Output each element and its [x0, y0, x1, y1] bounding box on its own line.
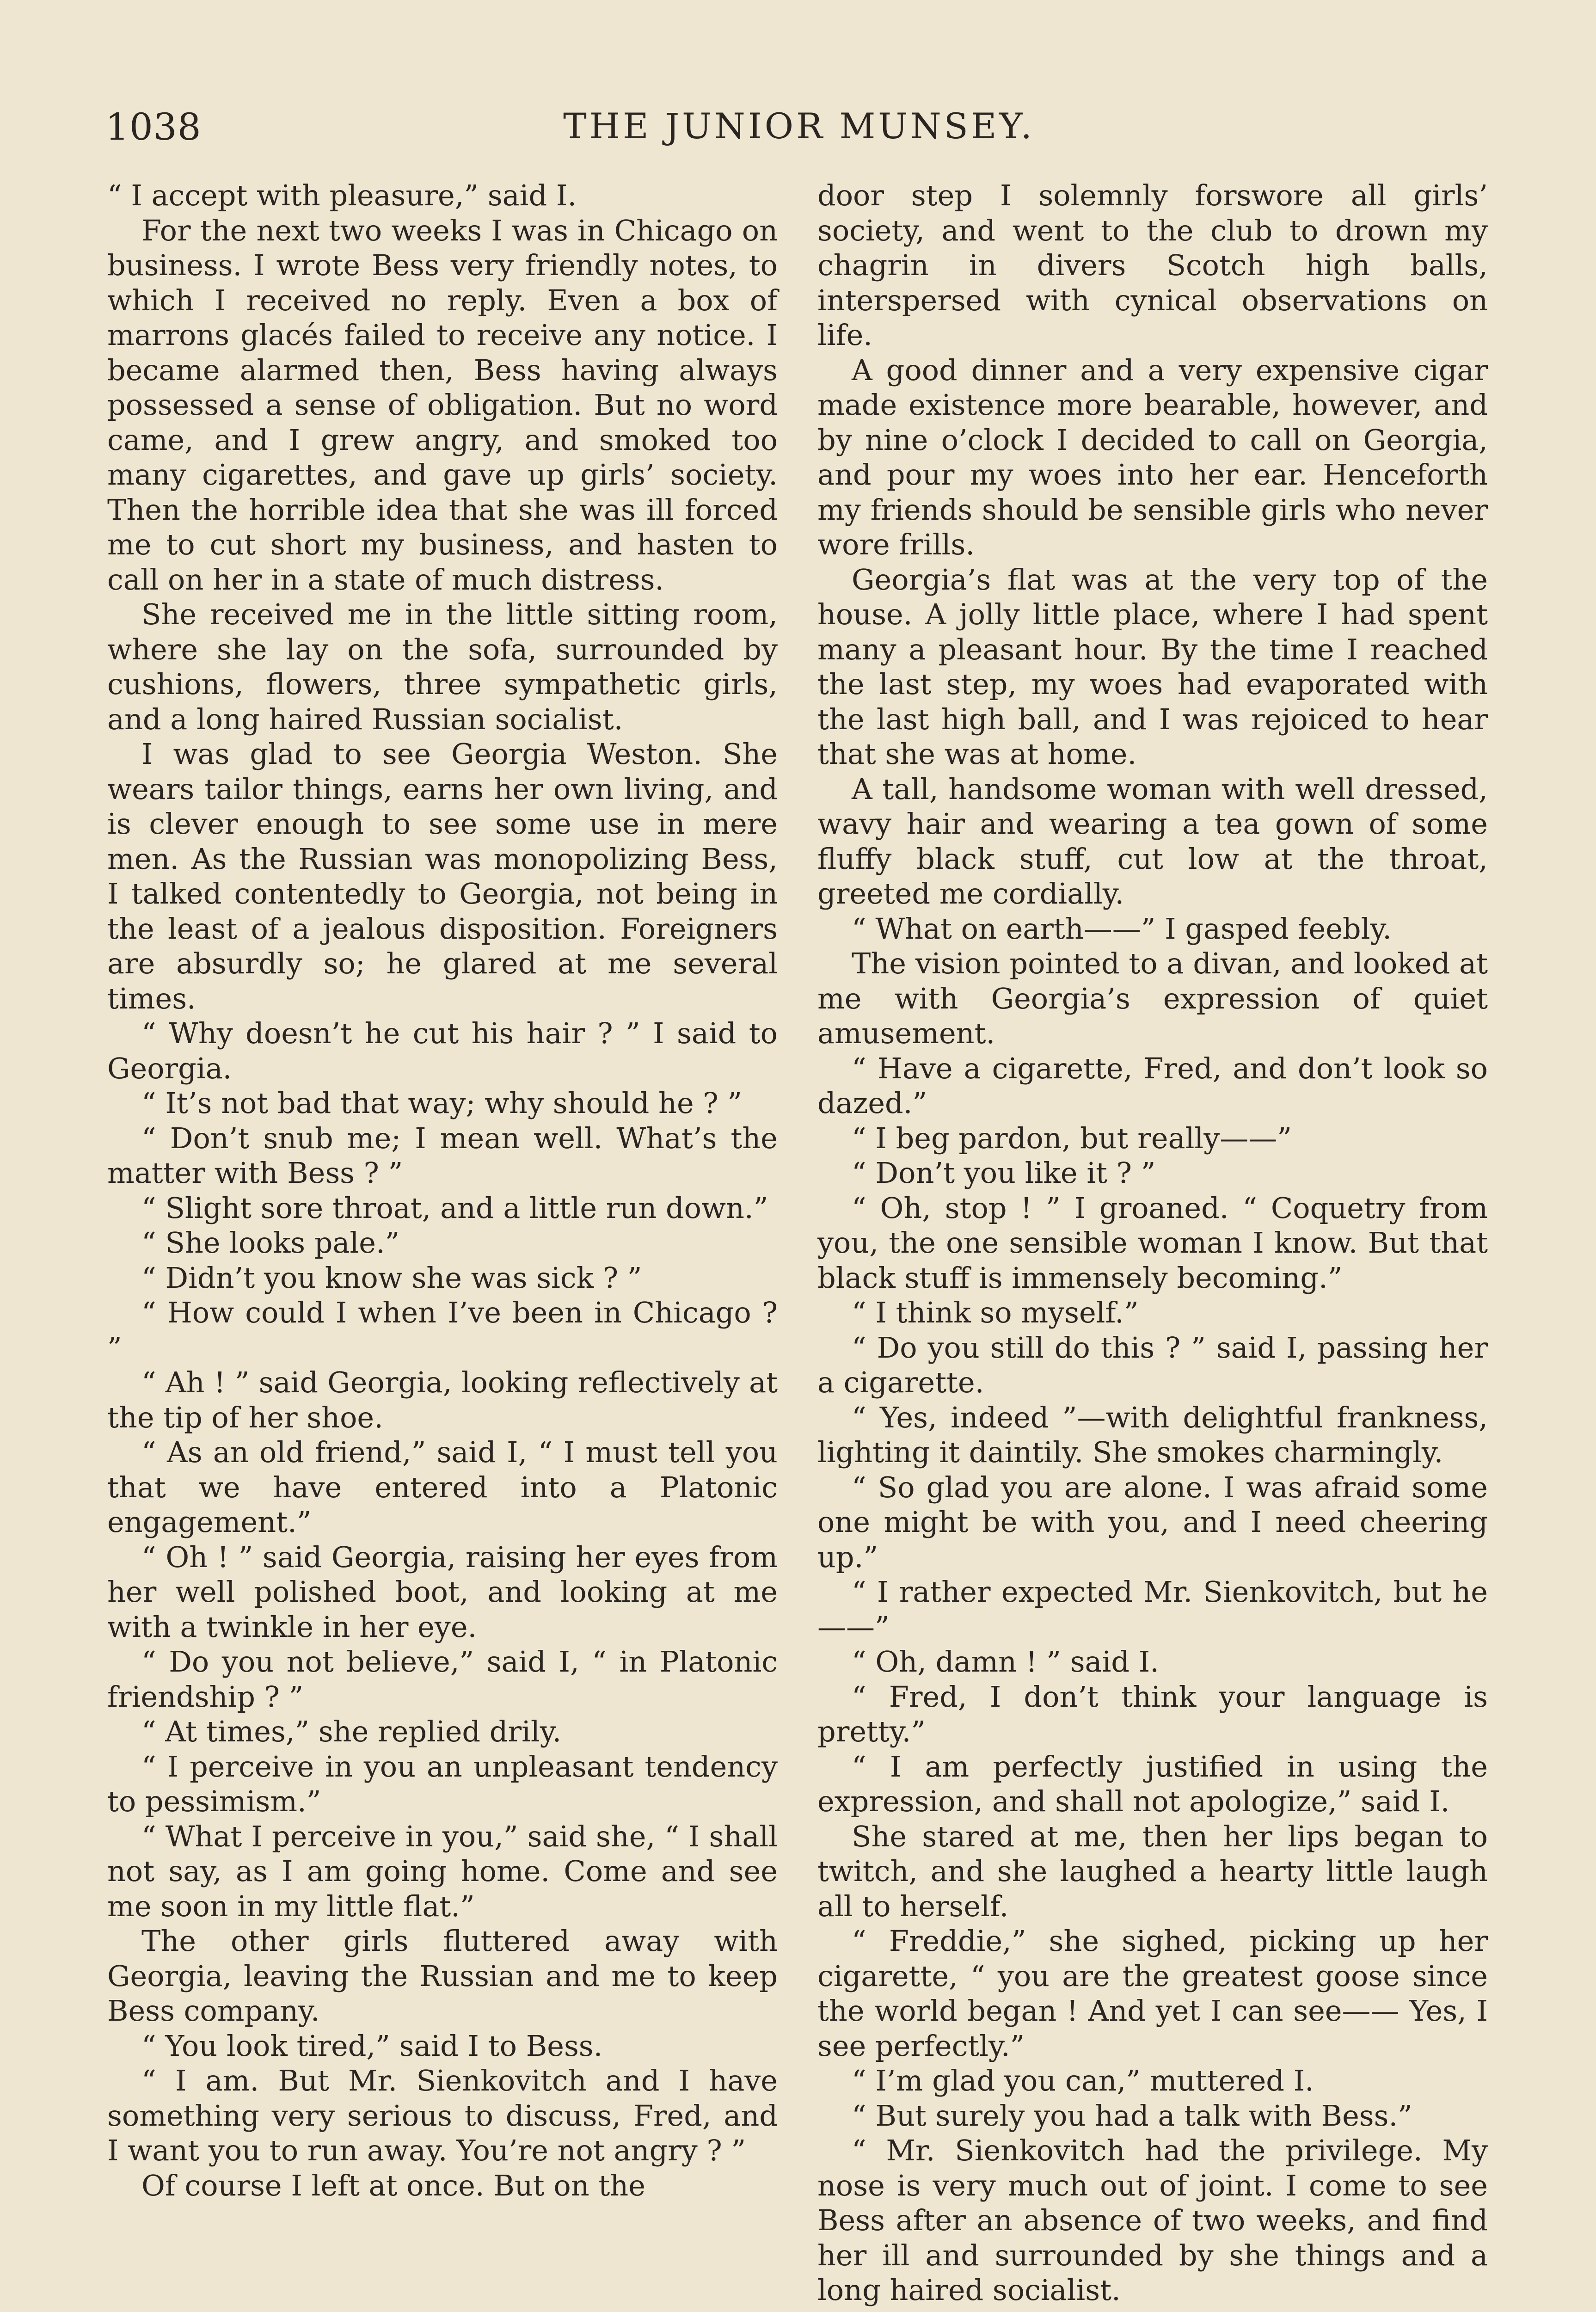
- paragraph: “ At times,” she replied drily.: [141, 1715, 562, 1748]
- paragraph: I was glad to see Georgia Weston. She wears tailor things, earns her own living, and is clever enough to see some use in mere men. As the Russian was monopolizing Bess, I talked contentedly to Georgia, not being in the least of a jealous disposition. Foreigners are absurdly so; he glared at me several times.: [107, 737, 778, 1015]
- paragraph: “ I rather expected Mr. Sienkovitch, but he——”: [817, 1575, 1488, 1644]
- paragraph: “ Do you not believe,” said I, “ in Platonic friendship ? ”: [107, 1645, 778, 1714]
- paragraph: For the next two weeks I was in Chicago on business. I wrote Bess very friendly notes, to which I received no reply. Even a box of marrons glacés failed to receive any notice. I became alarmed then, Bess having always possessed a sense of obligation. But no word came, and I grew angry, and smoked too many cigarettes, and gave up girls’ society. Then the horrible idea that she was ill forced me to cut short my business, and hasten to call on her in a state of much distress.: [107, 213, 778, 596]
- paragraph: “ I am perfectly justified in using the expression, and shall not apologize,” said I.: [817, 1749, 1488, 1818]
- page-number: 1038: [105, 105, 202, 148]
- paragraph: “ Fred, I don’t think your language is pretty.”: [817, 1679, 1488, 1748]
- paragraph: “ Why doesn’t he cut his hair ? ” I said to Georgia.: [107, 1016, 778, 1085]
- paragraph: She received me in the little sitting room, where she lay on the sofa, surrounded by cushions, flowers, three sympathetic girls, and a long haired Russian socialist.: [107, 597, 778, 736]
- paragraph: Georgia’s flat was at the very top of the house. A jolly little place, where I had spent many a pleasant hour. By the time I reached the last step, my woes had evaporated with the last high ball, and I was rejoiced to hear that she was at home.: [817, 562, 1488, 771]
- paragraph: “ Didn’t you know she was sick ? ”: [141, 1261, 642, 1295]
- paragraph: “ Oh, stop ! ” I groaned. “ Coquetry from you, the one sensible woman I know. But that black stuff is immensely becoming.”: [817, 1191, 1488, 1295]
- paragraph: “ I’m glad you can,” muttered I.: [852, 2064, 1314, 2097]
- page-header: [105, 105, 1492, 156]
- paragraph: “ I think so myself.”: [852, 1296, 1139, 1329]
- paragraph: “ Freddie,” she sighed, picking up her cigarette, “ you are the greatest goose since the world began ! And yet I can see—— Yes, I see perfectly.”: [817, 1924, 1488, 2063]
- paragraph: “ Mr. Sienkovitch had the privilege. My nose is very much out of joint. I come to see Bess after an absence of two weeks, and find her ill and surrounded by she things and a long haired socialist.: [817, 2134, 1488, 2307]
- paragraph: “ As an old friend,” said I, “ I must tell you that we have entered into a Platonic engagement.”: [107, 1435, 778, 1539]
- paragraph: “ How could I when I’ve been in Chicago ? ”: [107, 1296, 778, 1365]
- paragraph: “ What I perceive in you,” said she, “ I shall not say, as I am going home. Come and see me soon in my little flat.”: [107, 1819, 778, 1923]
- paragraph: “ Oh ! ” said Georgia, raising her eyes from her well polished boot, and looking at me with a twinkle in her eye.: [107, 1540, 778, 1644]
- paragraph: “ I beg pardon, but really——”: [852, 1121, 1292, 1155]
- paragraph: “ Ah ! ” said Georgia, looking reflectively at the tip of her shoe.: [107, 1365, 778, 1434]
- paragraph: The vision pointed to a divan, and looked at me with Georgia’s expression of quiet amusement.: [817, 947, 1488, 1050]
- paragraph: “ Have a cigarette, Fred, and don’t look so dazed.”: [817, 1051, 1488, 1120]
- paragraph: “ Slight sore throat, and a little run down.”: [141, 1191, 768, 1225]
- paragraph: A good dinner and a very expensive cigar made existence more bearable, however, and by nine o’clock I decided to call on Georgia, and pour my woes into her ear. Henceforth my friends should be sensible girls who never wore frills.: [817, 353, 1488, 561]
- paragraph: Of course I left at once. But on the: [141, 2168, 645, 2202]
- paragraph: door step I solemnly forswore all girls’ society, and went to the club to drown my chagrin in divers Scotch high balls, interspersed with cynical observations on life.: [817, 178, 1488, 352]
- paragraph: “ I am. But Mr. Sienkovitch and I have something very serious to discuss, Fred, and I want you to run away. You’re not angry ? ”: [107, 2064, 778, 2167]
- paragraph: “ But surely you had a talk with Bess.”: [852, 2098, 1412, 2133]
- paragraph: “ Don’t you like it ? ”: [852, 1156, 1156, 1190]
- paragraph: “ Yes, indeed ”—with delightful frankness, lighting it daintily. She smokes charmingly.: [817, 1400, 1488, 1469]
- paragraph: “ Do you still do this ? ” said I, passing her a cigarette.: [817, 1330, 1488, 1399]
- paragraph: The other girls fluttered away with Georgia, leaving the Russian and me to keep Bess company.: [107, 1924, 778, 2028]
- paragraph: She stared at me, then her lips began to twitch, and she laughed a hearty little laugh all to herself.: [817, 1819, 1488, 1923]
- text-column-left: [107, 178, 778, 2203]
- paragraph: “ You look tired,” said I to Bess.: [141, 2029, 603, 2063]
- paragraph: “ Don’t snub me; I mean well. What’s the matter with Bess ? ”: [107, 1121, 778, 1190]
- paragraph: “ So glad you are alone. I was afraid some one might be with you, and I need cheering up.”: [817, 1470, 1488, 1574]
- paragraph: A tall, handsome woman with well dressed, wavy hair and wearing a tea gown of some fluffy black stuff, cut low at the throat, greeted me cordially.: [817, 772, 1488, 910]
- paragraph: “ I accept with pleasure,” said I.: [107, 178, 577, 212]
- paragraph: “ What on earth——” I gasped feebly.: [852, 911, 1392, 946]
- paragraph: “ Oh, damn ! ” said I.: [852, 1645, 1159, 1679]
- paragraph: “ I perceive in you an unpleasant tendency to pessimism.”: [107, 1749, 778, 1818]
- running-head: THE JUNIOR MUNSEY.: [563, 105, 1035, 147]
- paragraph: “ It’s not bad that way; why should he ? ”: [141, 1086, 743, 1120]
- paragraph: “ She looks pale.”: [141, 1226, 400, 1260]
- text-column-right: [817, 178, 1488, 2308]
